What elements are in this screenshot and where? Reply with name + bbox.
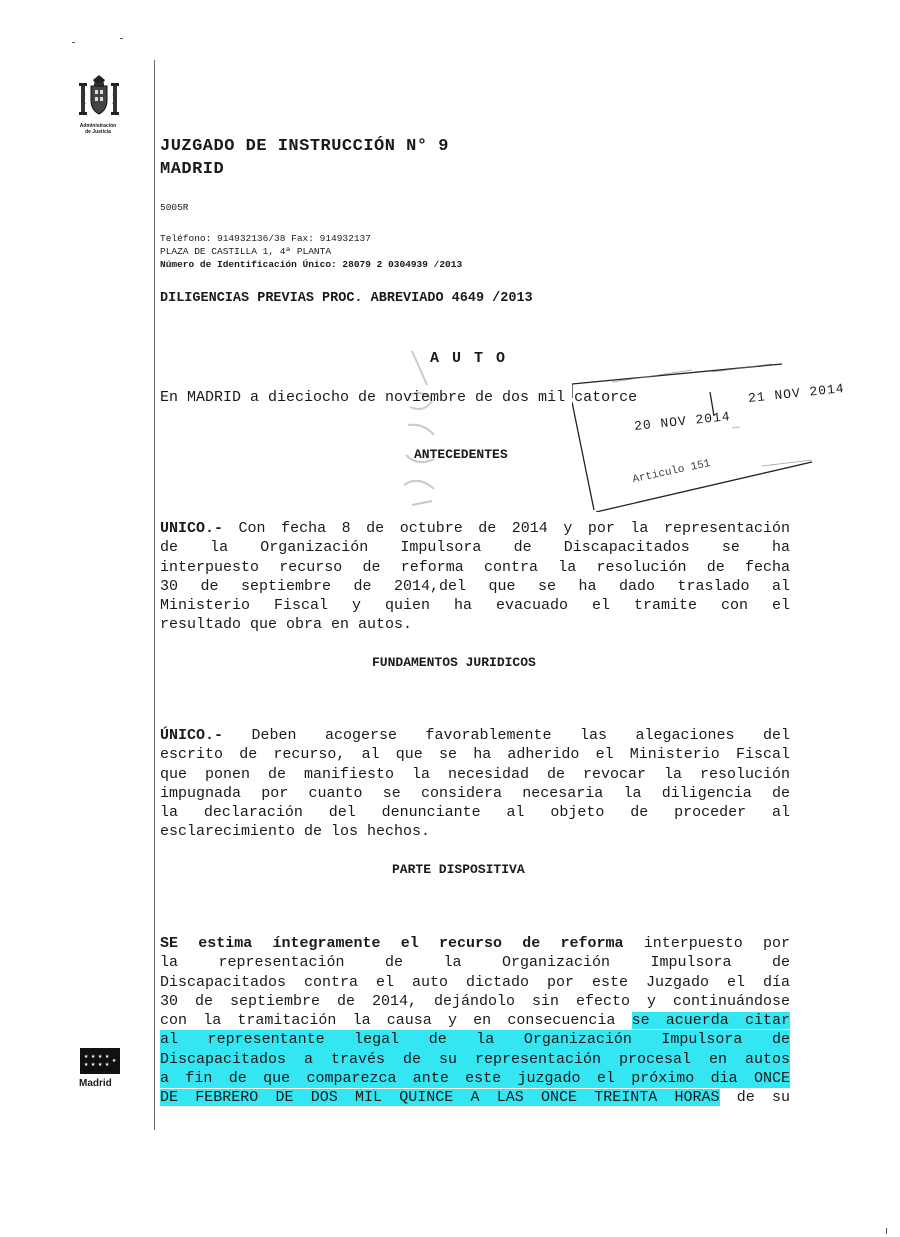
dispositiva-line bbox=[160, 1011, 790, 1030]
highlighted-text: a fin de que comparezca ante este juzgado el próximo dia ONCE bbox=[160, 1070, 790, 1088]
crest-label-line2: de Justicia bbox=[85, 129, 111, 135]
highlighted-text: DE FEBRERO DE DOS MIL QUINCE A LAS ONCE TREINTA HORAS bbox=[160, 1089, 720, 1107]
antecedentes-line: 30 de septiembre de 2014,del que se ha dado traslado al bbox=[160, 577, 790, 595]
highlighted-text: se acuerda citar bbox=[631, 1012, 790, 1030]
stamp-date-second: 21 NOV 2014 bbox=[747, 380, 846, 407]
stamp-footer-text: Articulo 151 bbox=[631, 457, 712, 487]
antecedentes-line bbox=[160, 519, 790, 538]
antecedentes-heading: ANTECEDENTES bbox=[414, 447, 508, 462]
antecedentes-line: interpuesto recurso de reforma contra la resolución de fecha bbox=[160, 558, 790, 576]
fundamentos-line: impugnada por cuanto se considera necesaria la diligencia de bbox=[160, 784, 790, 802]
fundamentos-line: esclarecimiento de los hechos. bbox=[160, 823, 431, 841]
antecedentes-line-text: Con fecha 8 de octubre de 2014 y por la representación bbox=[223, 520, 790, 537]
fundamentos-line: la declaración del denunciante al objeto de proceder al bbox=[160, 804, 790, 822]
dispositiva-line: 30 de septiembre de 2014, dejándolo sin efecto y continuándose bbox=[160, 992, 790, 1010]
fundamentos-line-text: Deben acogerse favorablemente las alegaciones del bbox=[223, 727, 790, 744]
case-title: DILIGENCIAS PREVIAS PROC. ABREVIADO 4649 /2013 bbox=[160, 291, 533, 306]
dispositiva-heading: PARTE DISPOSITIVA bbox=[392, 862, 525, 877]
highlighted-text: al representante legal de la Organización Impulsora de bbox=[160, 1031, 790, 1049]
auto-title: A U T O bbox=[430, 350, 508, 367]
court-name: JUZGADO DE INSTRUCCIÓN N° 9 bbox=[160, 137, 449, 156]
dispositiva-line bbox=[160, 934, 790, 953]
fundamentos-paragraph bbox=[160, 726, 790, 842]
reference-code: 5005R bbox=[160, 202, 189, 213]
dispositiva-line-text: de su bbox=[719, 1089, 790, 1107]
dispositiva-line-text: interpuesto por bbox=[623, 935, 790, 952]
dispositiva-paragraph bbox=[160, 934, 790, 1108]
dispositiva-line: Discapacitados contra el auto dictado por este Juzgado el día bbox=[160, 973, 790, 991]
watermark-stamp bbox=[392, 345, 462, 515]
margin-rule bbox=[154, 60, 155, 1130]
madrid-logo-label: Madrid bbox=[79, 1078, 112, 1089]
fundamentos-heading: FUNDAMENTOS JURIDICOS bbox=[372, 655, 536, 670]
date-line: En MADRID a dieciocho de noviembre de dos mil catorce bbox=[160, 389, 638, 406]
antecedentes-paragraph bbox=[160, 519, 790, 635]
antecedentes-line: resultado que obra en autos. bbox=[160, 616, 413, 634]
antecedentes-lead: UNICO.- bbox=[160, 520, 224, 537]
dispositiva-line: la representación de la Organización Impulsora de bbox=[160, 954, 790, 972]
address-line: PLAZA DE CASTILLA 1, 4ª PLANTA bbox=[160, 246, 332, 257]
antecedentes-line: de la Organización Impulsora de Discapacitados se ha bbox=[160, 539, 790, 557]
scan-mark bbox=[120, 38, 123, 39]
dispositiva-line bbox=[160, 1088, 790, 1107]
stamp-date-received: 20 NOV 2014 bbox=[633, 408, 732, 435]
madrid-logo-icon: ★ ★ ★ ★ ★ ★ ★ ★ ★ bbox=[80, 1048, 120, 1074]
nig-line: Número de Identificación Único: 28079 2 0304939 /2013 bbox=[160, 259, 463, 270]
court-city: MADRID bbox=[160, 160, 225, 179]
scan-mark bbox=[72, 42, 75, 43]
dispositiva-line-text: con la tramitación la causa y en consecuencia bbox=[160, 1012, 632, 1030]
coat-of-arms-icon bbox=[76, 74, 122, 122]
phone-line: Teléfono: 914932136/38 Fax: 914932137 bbox=[160, 233, 371, 244]
dispositiva-lead: SE estima íntegramente el recurso de reforma bbox=[160, 935, 624, 952]
crest-label bbox=[68, 123, 128, 135]
scan-mark bbox=[886, 1228, 887, 1234]
fundamentos-line: que ponen de manifiesto la necesidad de revocar la resolución bbox=[160, 765, 790, 783]
fundamentos-line bbox=[160, 726, 790, 745]
highlighted-text: Discapacitados a través de su representación procesal en autos bbox=[160, 1050, 790, 1068]
fundamentos-lead: ÚNICO.- bbox=[160, 727, 224, 744]
received-stamp bbox=[572, 362, 872, 512]
antecedentes-line: Ministerio Fiscal y quien ha evacuado el tramite con el bbox=[160, 597, 790, 615]
crest-label-line1: Administración bbox=[79, 123, 117, 129]
fundamentos-line: escrito de recurso, al que se ha adherido el Ministerio Fiscal bbox=[160, 746, 790, 764]
